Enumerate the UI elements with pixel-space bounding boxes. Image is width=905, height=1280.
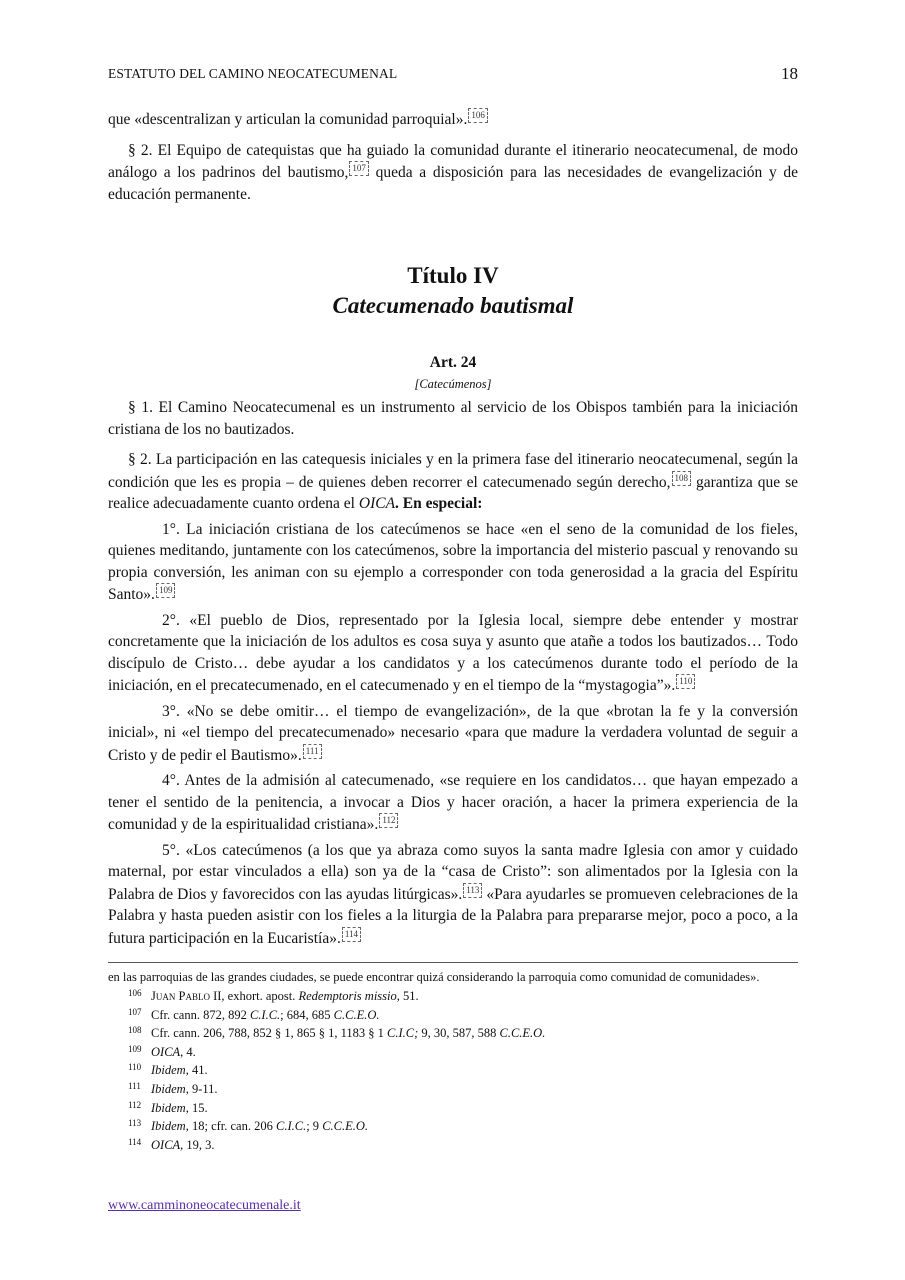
main-text <box>108 108 798 949</box>
section-title <box>108 261 798 321</box>
footnote-separator <box>108 962 798 963</box>
article-subtitle: [Catecúmenos] <box>414 377 492 391</box>
list-item: 5°. «Los catecúmenos (a los que ya abraza como suyos la santa madre Iglesia con amor y cuidado maternal, por estar vinculados a ella) son ya de la “casa de Cristo”: son alimentados por la Iglesia con la Palabra de Dios y favorecidos con las ayudas litúrgicas». 113 «Para ayudarles se promueven celebraciones de la Palabra y hasta pueden asistir con los fieles a la liturgia de la Palabra para prepararse mejor, poco a poco, a la futura participación en la Eucaristía». 114 <box>108 841 798 947</box>
article-heading: Art. 24 <box>429 354 477 371</box>
footnote: 112 Ibidem, 15. <box>128 1099 208 1115</box>
paragraph: que «descentralizan y articulan la comunidad parroquial». 106 <box>108 108 798 131</box>
list-item: 2°. «El pueblo de Dios, representado por la Iglesia local, siempre debe entender y mostrar concretamente que la iniciación de los adultos es cosa suya y asunto que atañe a todos los bautizados… Todo discípulo de Cristo… debe ayudar a los candidatos y a los catecúmenos durante todo el período de la iniciación, en el precatecumenado, en el catecumenado y en el tiempo de la “mystagogia”». 110 <box>108 611 798 694</box>
footnote: 110 Ibidem, 41. <box>128 1062 208 1078</box>
footnote-ref[interactable]: 108 <box>672 471 692 486</box>
footnote-ref[interactable]: 113 <box>463 883 482 898</box>
footnote: 107 Cfr. cann. 872, 892 C.I.C.; 684, 685 C.C.E.O. <box>128 1006 380 1022</box>
page-number: 18 <box>781 64 798 83</box>
footnote-ref[interactable]: 111 <box>303 744 322 759</box>
list-item: 4°. Antes de la admisión al catecumenado, «se requiere en los candidatos… que hayan empezado a tener el sentido de la penitencia, a invocar a Dios y hacer oración, a hacer la primera experiencia de la comunidad y de la espiritualidad cristiana». 112 <box>108 772 798 833</box>
title-number: Título IV <box>407 263 499 288</box>
footnote-ref[interactable]: 106 <box>468 108 488 123</box>
paragraph: § 1. El Camino Neocatecumenal es un instrumento al servicio de los Obispos también para la iniciación cristiana de los no bautizados. <box>108 399 798 438</box>
footnote: 111 Ibidem, 9-11. <box>128 1080 218 1096</box>
footnote: 113 Ibidem, 18; cfr. can. 206 C.I.C.; 9 C.C.E.O. <box>128 1118 369 1134</box>
list-item: 1°. La iniciación cristiana de los catecúmenos se hace «en el seno de la comunidad de los fieles, quienes meditando, juntamente con los catecúmenos, sobre la importancia del misterio pascual y renovando su propia conversión, les animan con su ejemplo a corresponder con toda generosidad a la gracia del Espíritu Santo». 109 <box>108 520 798 603</box>
footnote-ref[interactable]: 107 <box>349 161 369 176</box>
footnote-ref[interactable]: 110 <box>676 674 695 689</box>
footnote-ref[interactable]: 112 <box>379 813 398 828</box>
footnote: 108 Cfr. cann. 206, 788, 852 § 1, 865 § 1, 1183 § 1 C.I.C; 9, 30, 587, 588 C.C.E.O. <box>128 1025 546 1041</box>
footnote-continuation: en las parroquias de las grandes ciudades, se puede encontrar quizá considerando la parroquia como comunidad de comunidades». <box>108 970 760 984</box>
document-title: ESTATUTO DEL CAMINO NEOCATECUMENAL <box>108 66 398 81</box>
footnote-ref[interactable]: 109 <box>156 583 176 598</box>
website-link[interactable]: www.camminoneocatecumenale.it <box>108 1198 301 1213</box>
paragraph: § 2. La participación en las catequesis iniciales y en la primera fase del itinerario neocatecumenal, según la condición que les es propia – de quienes deben recorrer el catecumenado según derecho, 108 garantiza que se realice adecuadamente cuanto ordena el OICA. En especial: <box>108 451 798 512</box>
footnote: 114 OICA, 19, 3. <box>128 1136 215 1152</box>
footnote-ref[interactable]: 114 <box>342 927 361 942</box>
running-header <box>108 64 798 86</box>
footnote: 109 OICA, 4. <box>128 1043 196 1059</box>
list-item: 3°. «No se debe omitir… el tiempo de evangelización», de la que «brotan la fe y la conversión inicial», ni «el tiempo del precatecumenado» necesario «para que madure la verdadera voluntad de seguir a Cristo y de pedir el Bautismo». 111 <box>108 702 798 764</box>
footnotes <box>108 970 798 1154</box>
title-subtitle: Catecumenado bautismal <box>332 293 574 318</box>
paragraph: § 2. El Equipo de catequistas que ha guiado la comunidad durante el itinerario neocatecumenal, de modo análogo a los padrinos del bautismo, 107 queda a disposición para las necesidades de evangelización y de educación permanente. <box>108 141 798 203</box>
footnote: 106 Juan Pablo II, exhort. apost. Redemptoris missio, 51. <box>128 988 419 1003</box>
